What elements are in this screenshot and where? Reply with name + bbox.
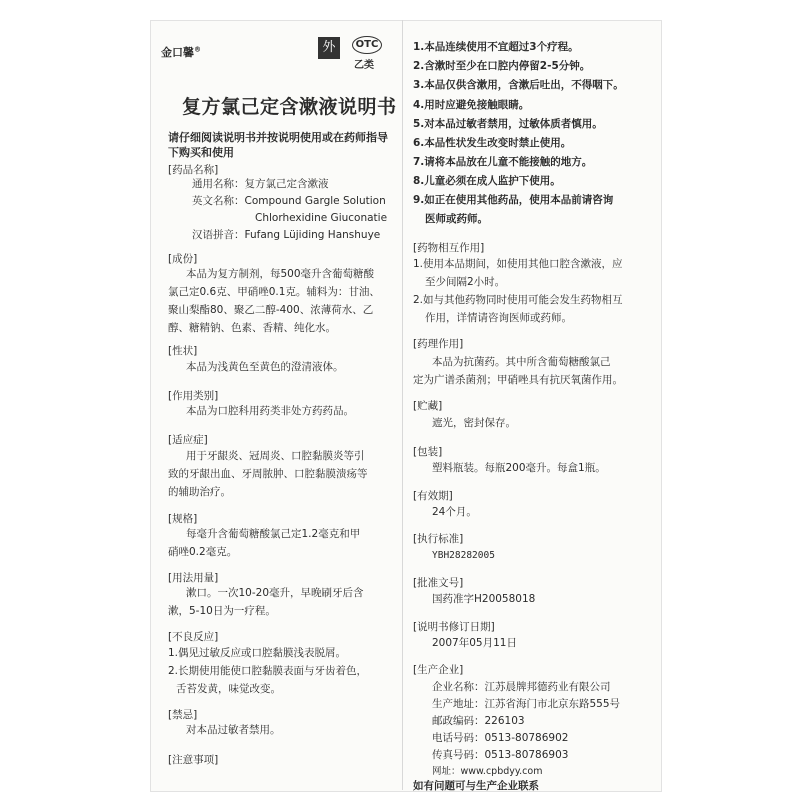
precautions-heading: [注意事项] [168, 754, 219, 766]
precaution-item: 6.本品性状发生改变时禁止使用。 [413, 137, 572, 149]
package-text: 塑料瓶装。每瓶200毫升。每盒1瓶。 [432, 462, 606, 474]
english-name-cont: Chlorhexidine Giuconatie [255, 212, 388, 224]
class-label: 乙类 [354, 60, 374, 71]
indication-line: 用于牙龈炎、冠周炎、口腔黏膜炎等引 [186, 450, 365, 462]
manufacturer-postcode: 邮政编码：226103 [432, 715, 525, 727]
manufacturer-address: 生产地址：江苏省海门市北京东路555号 [432, 698, 621, 710]
precaution-item: 2.含漱时至少在口腔内停留2-5分钟。 [413, 60, 591, 72]
precaution-item: 1.本品连续使用不宜超过3个疗程。 [413, 41, 579, 53]
indication-heading: [适应症] [168, 434, 208, 446]
indication-line: 致的牙龈出血、牙周脓肿、口腔黏膜溃疡等 [168, 468, 368, 480]
precaution-item: 8.儿童必须在成人监护下使用。 [413, 175, 561, 187]
adverse-heading: [不良反应] [168, 631, 219, 643]
storage-text: 遮光，密封保存。 [432, 417, 516, 429]
otc-badge: OTC [352, 36, 382, 54]
usage-line: 漱口。一次10-20毫升，早晚刷牙后含 [186, 587, 364, 599]
manufacturer-fax: 传真号码：0513-80786903 [432, 749, 569, 761]
validity-text: 24个月。 [432, 506, 477, 518]
usage-line: 漱，5-10日为一疗程。 [168, 605, 276, 617]
precaution-item: 7.请将本品放在儿童不能接触的地方。 [413, 156, 593, 168]
external-use-badge: 外 [318, 37, 340, 59]
contact-note: 如有问题可与生产企业联系 [413, 780, 539, 792]
adverse-line: 1.偶见过敏反应或口腔黏膜浅表脱屑。 [168, 647, 347, 659]
composition-line: 本品为复方制剂，每500毫升含葡萄糖酸 [186, 268, 375, 280]
english-name: 英文名称：Compound Gargle Solution [192, 195, 386, 207]
contra-heading: [禁忌] [168, 709, 198, 721]
precaution-item: 5.对本品过敏者禁用，过敏体质者慎用。 [413, 118, 603, 130]
composition-heading: [成份] [168, 253, 198, 265]
contra-text: 对本品过敏者禁用。 [186, 724, 281, 736]
category-text: 本品为口腔科用药类非处方药药品。 [186, 405, 354, 417]
pharmacology-line: 定为广谱杀菌剂；甲硝唑具有抗厌氧菌作用。 [413, 374, 623, 386]
pharmacology-heading: [药理作用] [413, 338, 464, 350]
spec-heading: [规格] [168, 513, 198, 525]
precaution-item: 3.本品仅供含漱用，含漱后吐出，不得咽下。 [413, 79, 624, 91]
spec-line: 每毫升含葡萄糖酸氯己定1.2毫克和甲 [186, 528, 361, 540]
adverse-line: 舌苔发黄，味觉改变。 [176, 683, 281, 695]
revision-text: 2007年05月11日 [432, 637, 517, 649]
brand-name: 金口馨® [161, 45, 201, 59]
pharmacology-line: 本品为抗菌药。其中所含葡萄糖酸氯己 [432, 356, 611, 368]
storage-heading: [贮藏] [413, 400, 443, 412]
manufacturer-website: 网址：www.cpbdyy.com [432, 766, 543, 777]
interactions-heading: [药物相互作用] [413, 242, 485, 254]
indication-line: 的辅助治疗。 [168, 486, 231, 498]
composition-line: 醇、糖精钠、色素、香精、纯化水。 [168, 322, 336, 334]
approval-text: 国药准字H20058018 [432, 593, 536, 605]
spec-line: 硝唑0.2毫克。 [168, 546, 238, 558]
interactions-line: 至少间隔2小时。 [425, 276, 506, 288]
common-name: 通用名称：复方氯己定含漱液 [192, 178, 329, 190]
manufacturer-heading: [生产企业] [413, 664, 464, 676]
approval-heading: [批准文号] [413, 577, 464, 589]
precaution-item: 9.如正在使用其他药品，使用本品前请咨询 [413, 194, 614, 206]
usage-heading: [用法用量] [168, 572, 219, 584]
interactions-line: 作用，详情请咨询医师或药师。 [425, 312, 572, 324]
usage-notice: 请仔细阅读说明书并按说明使用或在药师指导下购买和使用 [168, 131, 388, 159]
manufacturer-name: 企业名称：江苏晨牌邦德药业有限公司 [432, 681, 611, 693]
pinyin-name: 汉语拼音：Fufang Lüjiding Hanshuye [192, 229, 381, 241]
adverse-line: 2.长期使用能使口腔黏膜表面与牙齿着色， [168, 665, 368, 677]
drug-name-heading: [药品名称] [168, 164, 219, 176]
interactions-line: 1.使用本品期间，如使用其他口腔含漱液，应 [413, 258, 623, 270]
composition-line: 聚山梨酯80、聚乙二醇-400、浓薄荷水、乙 [168, 304, 374, 316]
interactions-line: 2.如与其他药物同时使用可能会发生药物相互 [413, 294, 623, 306]
standard-heading: [执行标准] [413, 533, 464, 545]
precaution-item: 医师或药师。 [425, 213, 488, 225]
document-title: 复方氯己定含漱液说明书 [182, 96, 397, 118]
revision-heading: [说明书修订日期] [413, 621, 495, 633]
package-heading: [包装] [413, 446, 443, 458]
fold-line [402, 20, 403, 790]
validity-heading: [有效期] [413, 490, 453, 502]
character-text: 本品为浅黄色至黄色的澄清液体。 [186, 361, 344, 373]
character-heading: [性状] [168, 345, 198, 357]
category-heading: [作用类别] [168, 390, 219, 402]
manufacturer-phone: 电话号码：0513-80786902 [432, 732, 569, 744]
precaution-item: 4.用时应避免接触眼睛。 [413, 99, 530, 111]
composition-line: 氯己定0.6克、甲硝唑0.1克。辅料为：甘油、 [168, 286, 380, 298]
standard-text: YBH28282005 [432, 550, 495, 561]
